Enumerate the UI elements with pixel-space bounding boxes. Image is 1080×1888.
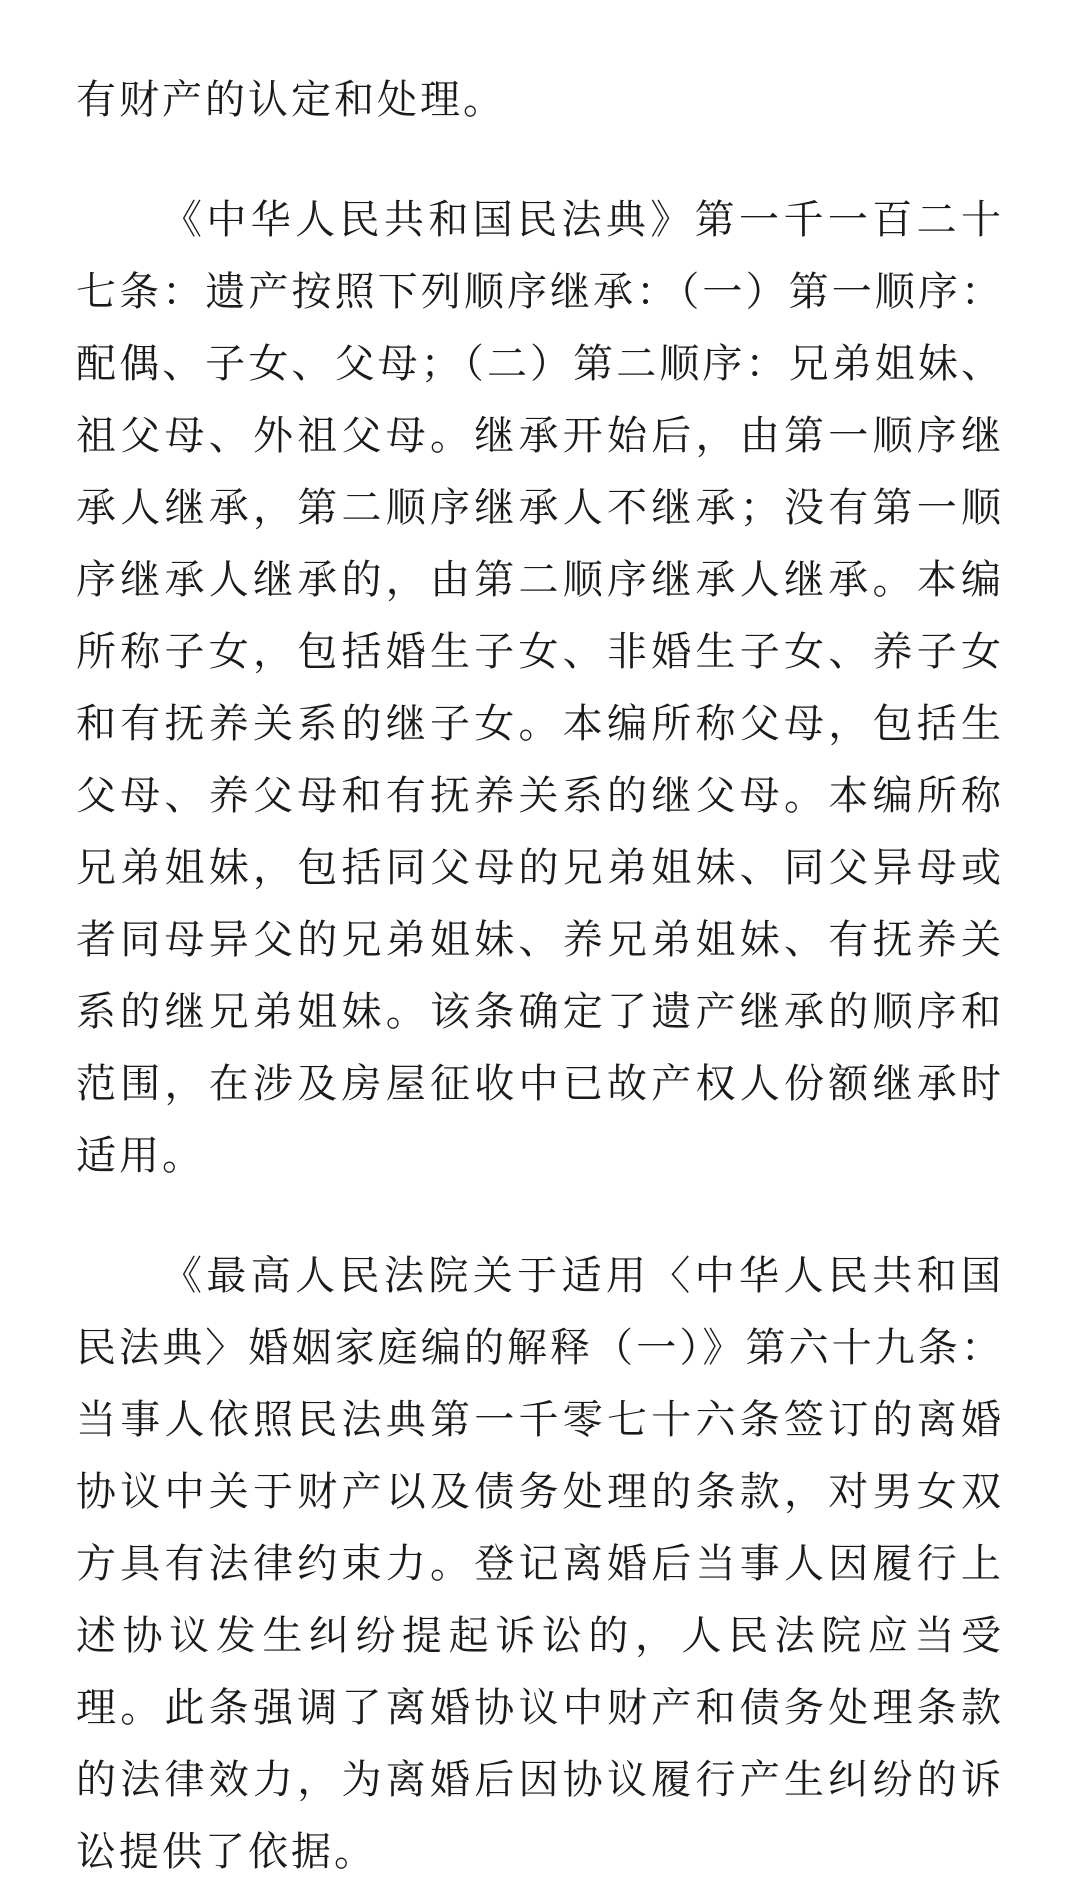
paragraph-continuation: 有财产的认定和处理。	[76, 77, 506, 123]
document-body	[76, 64, 1004, 1888]
paragraph-judicial-interpretation-article-69: 《最高人民法院关于适用〈中华人民共和国民法典〉婚姻家庭编的解释（一）》第六十九条：当事人依照民法典第一千零七十六条签订的离婚协议中关于财产以及债务处理的条款，对男女双方具有法律约束力。登记离婚后当事人因履行上述协议发生纠纷提起诉讼的，人民法院应当受理。此条强调了离婚协议中财产和债务处理条款的法律效力，为离婚后因协议履行产生纠纷的诉讼提供了依据。	[76, 1253, 1004, 1875]
paragraph-civil-code-article-1127: 《中华人民共和国民法典》第一千一百二十七条：遗产按照下列顺序继承：（一）第一顺序：配偶、子女、父母；（二）第二顺序：兄弟姐妹、祖父母、外祖父母。继承开始后，由第一顺序继承人继承，第二顺序继承人不继承；没有第一顺序继承人继承的，由第二顺序继承人继承。本编所称子女，包括婚生子女、非婚生子女、养子女和有抚养关系的继子女。本编所称父母，包括生父母、养父母和有抚养关系的继父母。本编所称兄弟姐妹，包括同父母的兄弟姐妹、同父异母或者同母异父的兄弟姐妹、养兄弟姐妹、有抚养关系的继兄弟姐妹。该条确定了遗产继承的顺序和范围，在涉及房屋征收中已故产权人份额继承时适用。	[76, 197, 1004, 1179]
